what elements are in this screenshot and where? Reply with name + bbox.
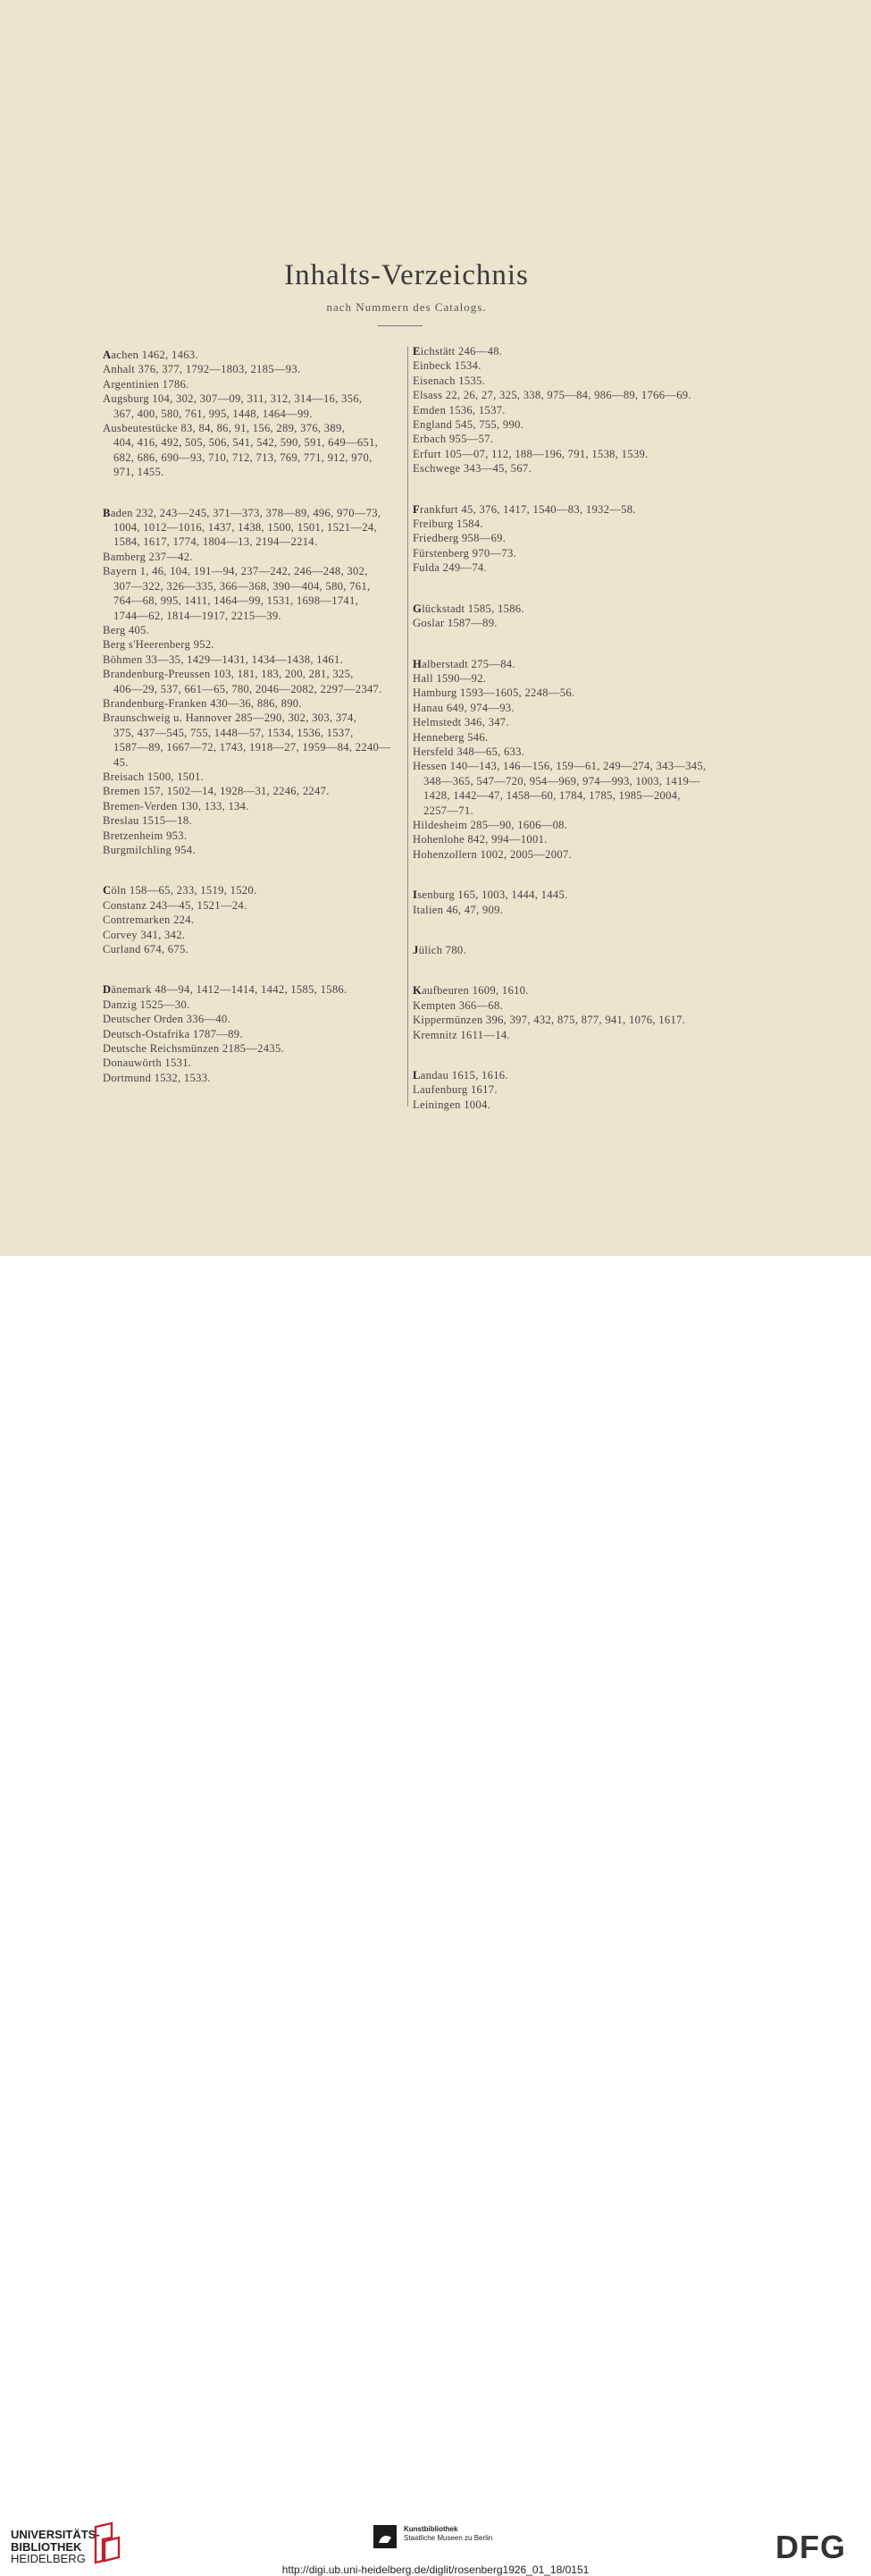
section-gap: [413, 476, 721, 502]
index-entry-line: Hall 1590—92.: [413, 671, 487, 685]
index-entry-line: Erfurt 105—07, 112, 188—196, 791, 1538, 1539.: [413, 447, 649, 460]
index-entry-line: Ausbeutestücke 83, 84, 86, 91, 156, 289, 376, 389,: [103, 422, 346, 435]
section-gap: [413, 576, 721, 602]
index-entry-line: Henneberg 546.: [413, 730, 489, 744]
section-initial: J: [413, 944, 419, 956]
index-entry: [413, 447, 721, 461]
index-entry-line: Corvey 341, 342.: [103, 928, 186, 941]
index-entry: [413, 1068, 721, 1082]
index-entry-line: Böhmen 33—35, 1429—1431, 1434—1438, 1461.: [103, 652, 344, 666]
index-entry-line: Eisenach 1535.: [413, 374, 486, 387]
index-entry-line: Bamberg 237—42.: [103, 550, 193, 563]
index-entry: [103, 421, 393, 480]
kb-line-2: Staatliche Museen zu Berlin: [404, 2534, 493, 2542]
index-entry-line: Fulda 249—74.: [413, 561, 487, 575]
index-entry: [413, 730, 721, 745]
index-entry-line: Deutsch-Ostafrika 1787—89.: [103, 1027, 243, 1040]
section-gap: [103, 857, 393, 883]
index-entry: [103, 784, 393, 798]
index-entry-line: Hanau 649, 974—93.: [413, 701, 515, 714]
index-entry: [413, 531, 721, 545]
index-entry-line: Hohenzollern 1002, 2005—2007.: [413, 847, 572, 861]
index-entry: [103, 711, 393, 770]
index-entry-line: Donauwörth 1531.: [103, 1056, 192, 1070]
index-entry: [103, 1071, 393, 1085]
index-entry-line: Halberstadt 275—84.: [413, 657, 515, 670]
index-entry-line: England 545, 755, 990.: [413, 418, 524, 432]
index-entry-line: Friedberg 958—69.: [413, 532, 507, 545]
index-entry-line: Hildesheim 285—90, 1606—08.: [413, 818, 568, 831]
footer-bar: [0, 1256, 871, 2576]
index-entry-line: Braunschweig u. Hannover 285—290, 302, 303, 374,: [103, 711, 357, 725]
index-column-left: [103, 348, 393, 1085]
index-entry-line: Kaufbeuren 1609, 1610.: [413, 984, 529, 998]
university-library-logo-icon: [92, 2521, 121, 2566]
index-entry: [413, 832, 721, 846]
index-entry-line: Elsass 22, 26, 27, 325, 338, 975—84, 986—89, 1766—69.: [413, 389, 691, 402]
index-entry-line: Freiburg 1584.: [413, 518, 483, 531]
index-entry-line: Cöln 158—65, 233, 1519, 1520.: [103, 884, 257, 897]
index-entry: [413, 374, 721, 388]
section-gap: [413, 862, 721, 888]
index-entry-line: Jülich 780.: [413, 944, 466, 956]
index-entry: [103, 623, 393, 637]
index-entry: [413, 546, 721, 560]
index-entry-line: Goslar 1587—89.: [413, 617, 498, 630]
index-entry: [103, 391, 393, 421]
index-entry-line: 404, 416, 492, 505, 506, 541, 542, 590, 591, 649—651,: [113, 436, 379, 450]
index-entry-line: Eichstätt 246—48.: [413, 345, 503, 358]
index-entry: [413, 701, 721, 715]
index-entry-line: 971, 1455.: [113, 466, 164, 479]
index-entry: [413, 943, 721, 957]
section-initial: B: [103, 506, 111, 519]
index-entry-line: Frankfurt 45, 376, 1417, 1540—83, 1932—58.: [413, 502, 636, 516]
index-entry: [413, 461, 721, 476]
index-entry-line: Bayern 1, 46, 104, 191—94, 237—242, 246—248, 302,: [103, 565, 368, 578]
index-entry: [103, 1056, 393, 1070]
index-entry: [413, 1098, 721, 1112]
index-entry-line: 406—29, 537, 661—65, 780, 2046—2082, 2297—2347.: [113, 682, 382, 695]
index-entry: [103, 1027, 393, 1041]
index-entry: [413, 759, 721, 818]
index-entry: [413, 602, 721, 616]
index-entry: [413, 1013, 721, 1027]
scanned-page: [0, 0, 871, 1256]
section-initial: C: [103, 884, 112, 897]
index-entry: [413, 358, 721, 373]
index-entry: [413, 417, 721, 432]
index-entry: [413, 847, 721, 862]
index-entry-line: 2257—71.: [423, 804, 473, 817]
index-entry: [413, 1082, 721, 1097]
index-entry: [103, 913, 393, 927]
index-entry: [413, 560, 721, 575]
index-entry-line: Contremarken 224.: [103, 913, 195, 927]
index-entry-line: Hamburg 1593—1605, 2248—56.: [413, 686, 575, 700]
index-entry: [103, 928, 393, 942]
index-entry-line: Breisach 1500, 1501.: [103, 770, 205, 783]
index-entry-line: Bremen 157, 1502—14, 1928—31, 2246, 2247.: [103, 785, 330, 798]
index-entry: [413, 998, 721, 1013]
ub-line-3: HEIDELBERG: [11, 2552, 86, 2565]
kb-line-1: Kunstbibliothek: [404, 2525, 458, 2533]
index-entry-line: Aachen 1462, 1463.: [103, 349, 198, 361]
index-entry-line: 348—365, 547—720, 954—969, 974—993, 1003, 1419—: [423, 774, 701, 787]
index-entry-line: Isenburg 165, 1003, 1444, 1445.: [413, 888, 568, 902]
index-entry-line: Glückstadt 1585, 1586.: [413, 602, 524, 615]
section-gap: [103, 480, 393, 506]
section-initial: L: [413, 1069, 421, 1082]
index-entry: [413, 671, 721, 686]
index-entry: [103, 843, 393, 857]
index-entry-line: Helmstedt 346, 347.: [413, 716, 509, 729]
index-entry: [103, 998, 393, 1012]
index-entry-line: 1587—89, 1667—72, 1743, 1918—27, 1959—84, 2240—45.: [113, 741, 391, 769]
section-initial: I: [413, 888, 418, 902]
index-entry: [103, 1041, 393, 1056]
index-entry-line: Brandenburg-Preussen 103, 181, 183, 200, 281, 325,: [103, 668, 354, 681]
section-gap: [413, 1042, 721, 1068]
index-entry: [103, 770, 393, 784]
index-entry: [103, 942, 393, 956]
index-entry: [413, 983, 721, 998]
index-entry-line: Laufenburg 1617.: [413, 1083, 498, 1097]
index-entry-line: Leiningen 1004.: [413, 1098, 491, 1111]
section-gap: [103, 956, 393, 982]
index-entry-line: Brandenburg-Franken 430—36, 886, 890.: [103, 696, 302, 710]
section-initial: D: [103, 983, 112, 997]
index-entry-line: 367, 400, 580, 761, 995, 1448, 1464—99.: [113, 407, 313, 420]
index-entry: [103, 652, 393, 667]
index-entry-line: Constanz 243—45, 1521—24.: [103, 898, 247, 912]
index-entry-line: 682, 686, 690—93, 710, 712, 713, 769, 771, 912, 970,: [113, 450, 373, 464]
index-entry-line: Erbach 955—57.: [413, 433, 494, 446]
index-entry: [103, 799, 393, 813]
index-entry: [103, 637, 393, 652]
title-rule: [378, 325, 423, 326]
section-gap: [413, 957, 721, 983]
index-entry-line: 375, 437—545, 755, 1448—57, 1534, 1536, 1537,: [113, 726, 354, 739]
section-initial: A: [103, 349, 112, 361]
index-entry: [103, 348, 393, 362]
permalink-url[interactable]: http://digi.ub.uni-heidelberg.de/diglit/rosenberg1926_01_18/0151: [281, 2563, 590, 2576]
index-entry: [413, 388, 721, 402]
index-entry: [413, 888, 721, 902]
index-entry: [103, 377, 393, 391]
page-subtitle: nach Nummern des Catalogs.: [326, 300, 487, 314]
section-gap: [413, 917, 721, 943]
index-entry-line: Fürstenberg 970—73.: [413, 546, 517, 560]
index-entry-line: 1744—62, 1814—1917, 2215—39.: [113, 609, 281, 622]
index-entry-line: Kempten 366—68.: [413, 998, 504, 1012]
index-entry: [103, 550, 393, 564]
index-entry: [413, 745, 721, 759]
section-initial: G: [413, 602, 423, 615]
index-entry: [413, 432, 721, 446]
index-entry: [103, 982, 393, 997]
index-entry-line: Hessen 140—143, 146—156, 159—61, 249—274, 343—345,: [413, 760, 707, 773]
section-initial: H: [413, 657, 423, 670]
section-initial: K: [413, 984, 423, 998]
index-entry: [413, 344, 721, 358]
page-title: Inhalts-Verzeichnis: [284, 259, 529, 291]
index-column-right: [413, 344, 721, 1112]
index-entry-line: Berg s'Heerenberg 952.: [103, 638, 214, 652]
index-entry-line: 1584, 1617, 1774, 1804—13, 2194—2214.: [113, 535, 318, 549]
index-entry-line: Curland 674, 675.: [103, 943, 189, 956]
index-entry: [103, 898, 393, 913]
index-entry: [413, 657, 721, 671]
ub-line-1: UNIVERSITÄTS-: [11, 2528, 100, 2541]
index-entry-line: Dortmund 1532, 1533.: [103, 1071, 211, 1084]
index-entry-line: Bremen-Verden 130, 133, 134.: [103, 799, 249, 812]
index-entry-line: Dänemark 48—94, 1412—1414, 1442, 1585, 1586.: [103, 983, 348, 997]
section-gap: [413, 631, 721, 657]
index-entry-line: Berg 405.: [103, 623, 150, 636]
index-entry-line: Kippermünzen 396, 397, 432, 875, 877, 941, 1076, 1617.: [413, 1014, 686, 1027]
section-initial: E: [413, 345, 421, 358]
index-entry: [413, 818, 721, 832]
index-entry-line: 1004, 1012—1016, 1437, 1438, 1500, 1501, 1521—24,: [113, 521, 377, 535]
kunstbibliothek-text: [404, 2525, 492, 2543]
index-entry: [413, 1028, 721, 1042]
index-entry-line: Deutsche Reichsmünzen 2185—2435.: [103, 1042, 285, 1056]
index-entry-line: 1428, 1442—47, 1458—60, 1784, 1785, 1985—2004,: [423, 789, 681, 803]
kunstbibliothek-logo-icon: [373, 2525, 397, 2548]
index-entry-line: Baden 232, 243—245, 371—373, 378—89, 496, 970—73,: [103, 506, 381, 519]
index-entry: [413, 903, 721, 917]
index-entry: [103, 362, 393, 376]
ub-line-2: BIBLIOTHEK: [11, 2539, 82, 2554]
index-entry-line: 307—322, 326—335, 366—368, 390—404, 580, 761,: [113, 579, 371, 593]
index-entry: [103, 813, 393, 828]
index-entry-line: Eschwege 343—45, 567.: [413, 462, 532, 476]
index-entry-line: Emden 1536, 1537.: [413, 403, 506, 417]
dfg-logo: DFG: [775, 2529, 846, 2565]
index-entry-line: Hohenlohe 842, 994—1001.: [413, 833, 548, 846]
index-entry: [103, 1012, 393, 1026]
section-initial: F: [413, 502, 420, 516]
index-entry-line: Kremnitz 1611—14.: [413, 1028, 510, 1041]
index-entry-line: Hersfeld 348—65, 633.: [413, 745, 525, 758]
index-entry-line: Landau 1615, 1616.: [413, 1069, 508, 1082]
index-entry-line: Breslau 1515—18.: [103, 814, 192, 828]
index-entry: [413, 517, 721, 531]
column-divider: [407, 347, 408, 1107]
index-entry: [103, 883, 393, 897]
index-entry: [103, 696, 393, 711]
index-entry: [103, 667, 393, 696]
index-entry-line: Augsburg 104, 302, 307—09, 311, 312, 314—16, 356,: [103, 392, 363, 406]
index-entry-line: Burgmilchling 954.: [103, 844, 196, 856]
index-entry: [103, 564, 393, 623]
index-entry: [413, 715, 721, 729]
index-entry: [103, 829, 393, 843]
index-entry: [103, 506, 393, 550]
index-entry: [413, 616, 721, 630]
index-entry: [413, 502, 721, 517]
index-entry-line: 764—68, 995, 1411, 1464—99, 1531, 1698—1741,: [113, 594, 359, 608]
index-entry-line: Argentinien 1786.: [103, 377, 189, 391]
index-entry: [413, 686, 721, 700]
index-entry-line: Italien 46, 47, 909.: [413, 903, 504, 916]
index-entry-line: Bretzenheim 953.: [103, 829, 188, 842]
index-entry-line: Danzig 1525—30.: [103, 998, 190, 1011]
university-library-logo-text: [11, 2529, 100, 2565]
index-entry-line: Deutscher Orden 336—40.: [103, 1013, 230, 1026]
index-entry-line: Anhalt 376, 377, 1792—1803, 2185—93.: [103, 363, 301, 376]
index-entry-line: Einbeck 1534.: [413, 359, 482, 373]
index-entry: [413, 403, 721, 417]
